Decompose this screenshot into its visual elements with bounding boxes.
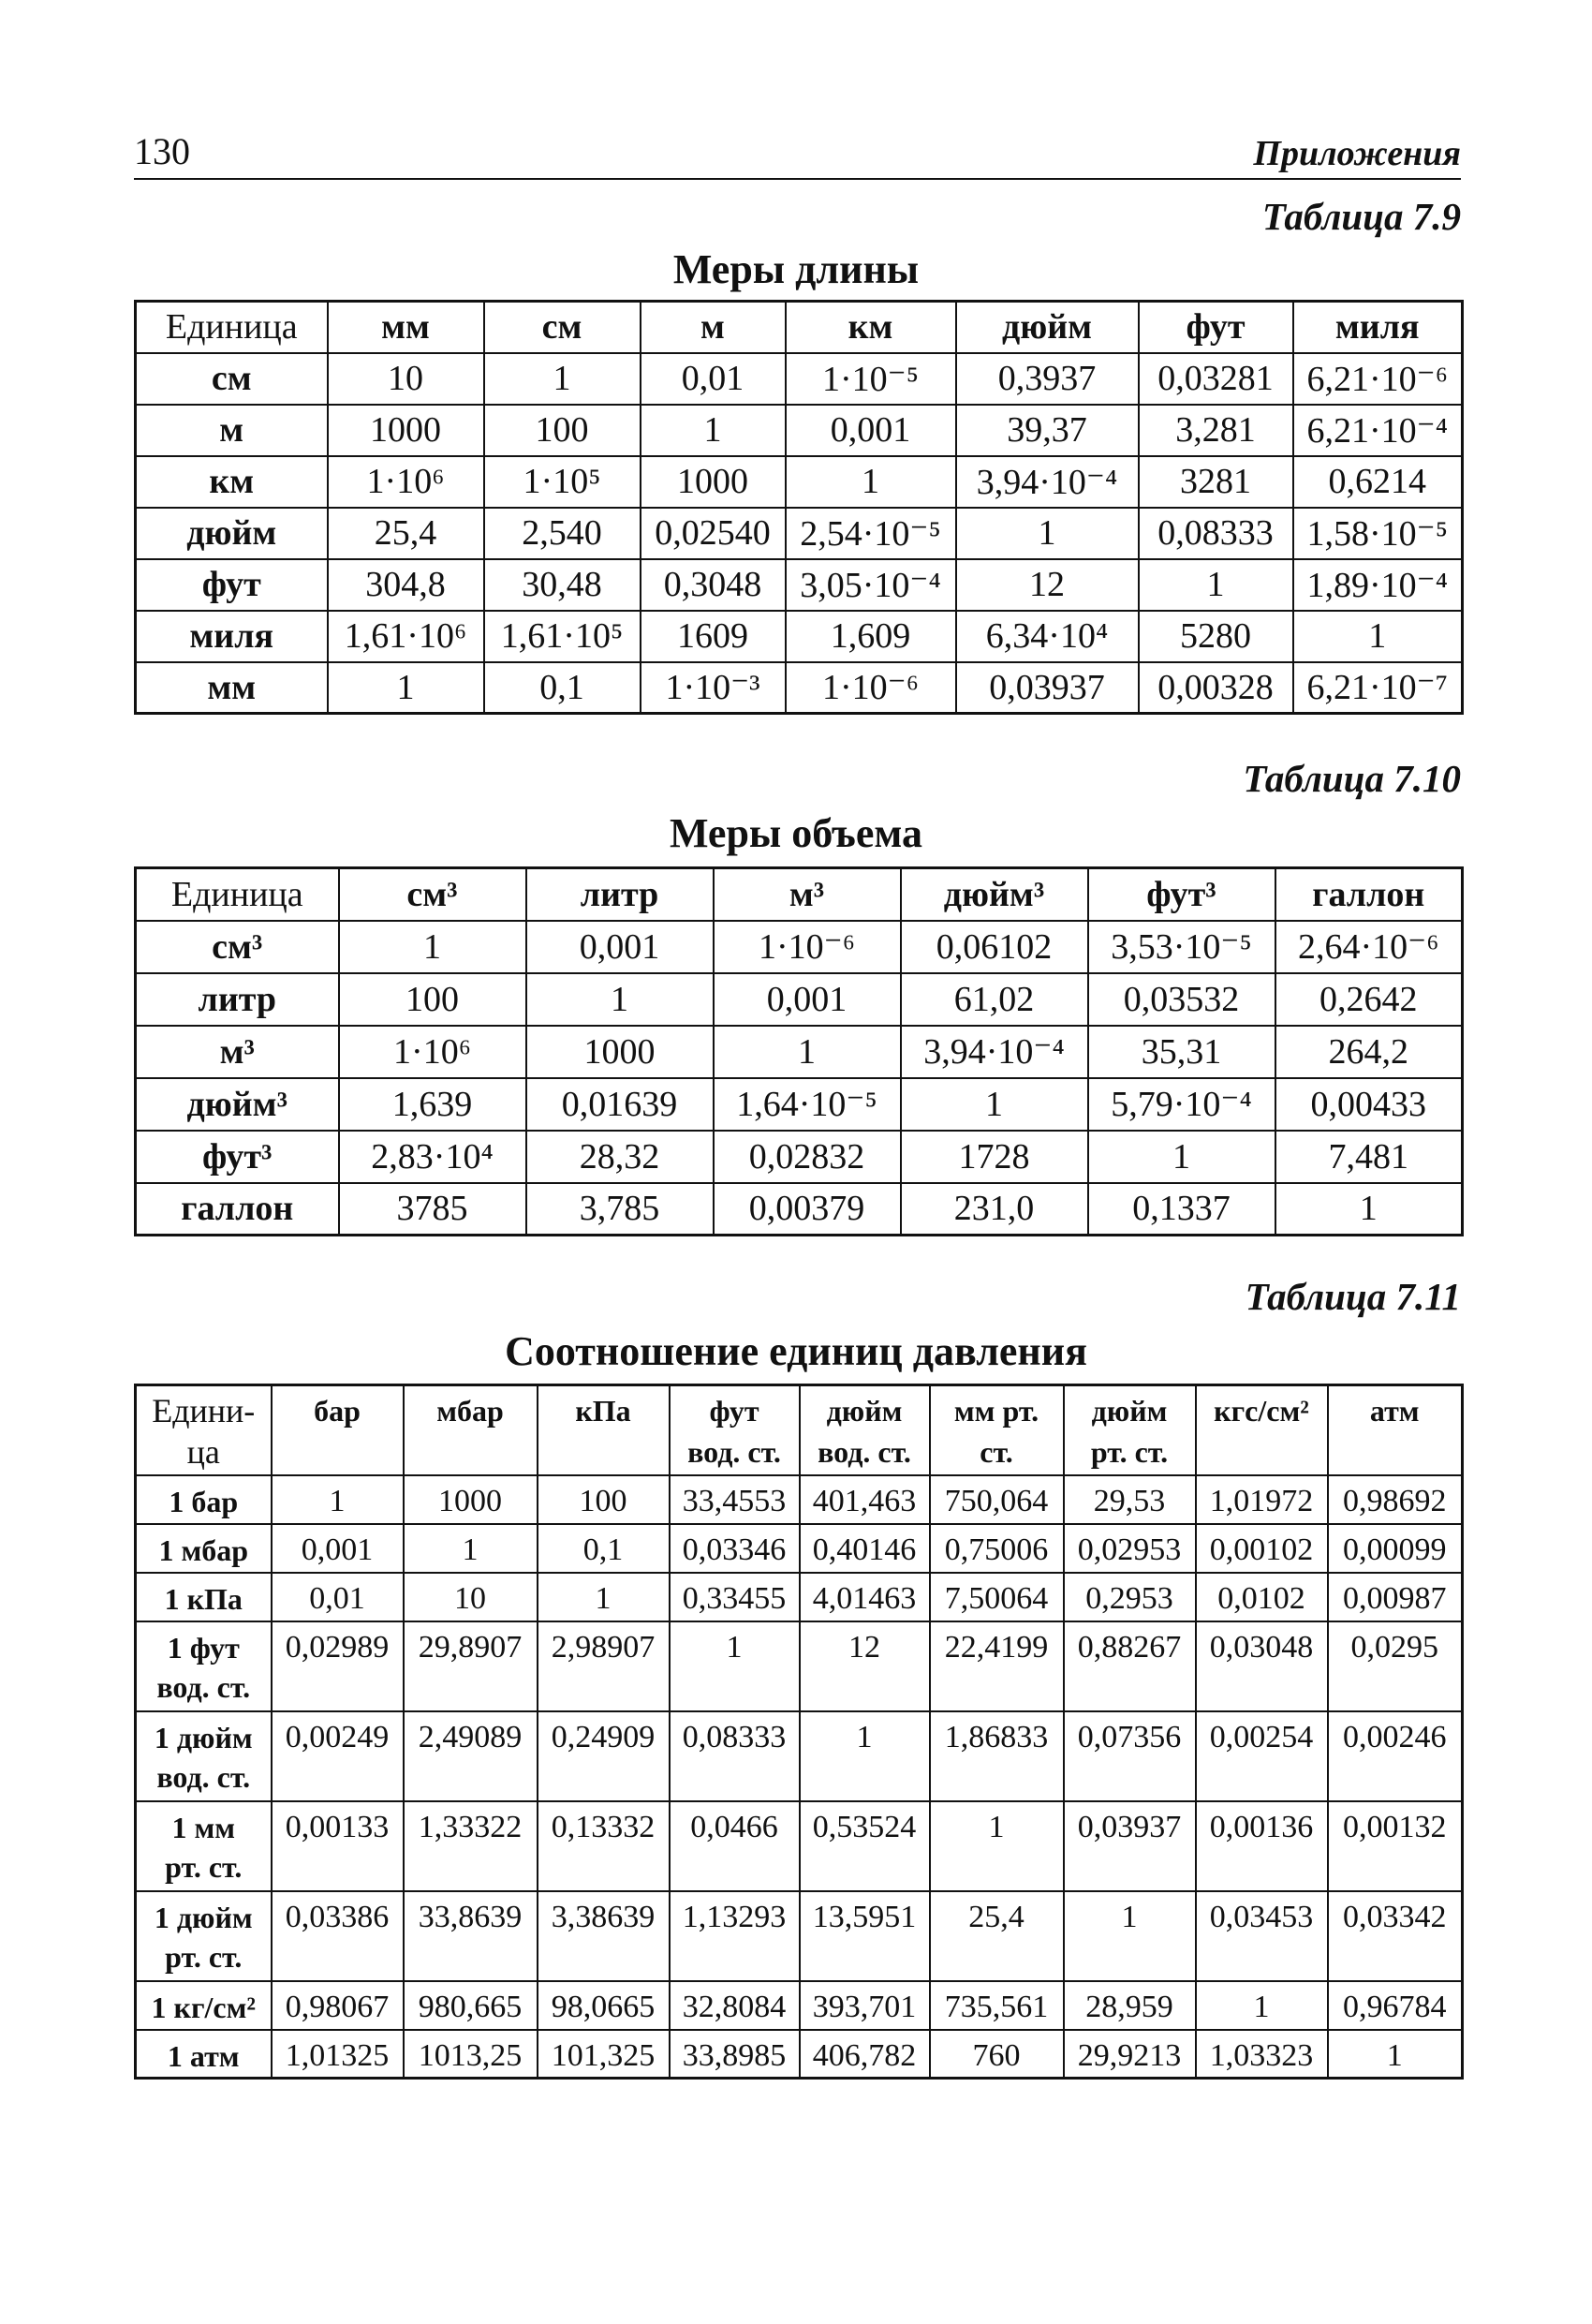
table-cell: 6,21·10⁻⁶ xyxy=(1293,353,1463,405)
table-row xyxy=(136,1573,1463,1621)
table-cell: 1 xyxy=(404,1524,538,1573)
table-row xyxy=(136,1183,1463,1236)
table-cell: 0,03532 xyxy=(1088,973,1275,1026)
table-cell: 25,4 xyxy=(328,508,484,559)
table-cell: 28,959 xyxy=(1064,1981,1196,2030)
column-header: дюйм³ xyxy=(901,868,1088,921)
table-cell: 32,8084 xyxy=(670,1981,800,2030)
header-line: кПа xyxy=(575,1394,631,1428)
table-cell: 0,03937 xyxy=(956,662,1139,714)
table-cell: 33,8985 xyxy=(670,2030,800,2079)
table-cell: 0,0466 xyxy=(670,1801,800,1891)
table-cell: 28,32 xyxy=(526,1131,714,1183)
row-header: галлон xyxy=(136,1183,339,1236)
table-cell: 39,37 xyxy=(956,405,1139,456)
table-cell: 2,54·10⁻⁵ xyxy=(786,508,956,559)
table-cell: 0,98692 xyxy=(1328,1475,1463,1524)
row-header: миля xyxy=(136,611,328,662)
table-cell: 1,01972 xyxy=(1196,1475,1328,1524)
table-row xyxy=(136,1981,1463,2030)
row-header: дюйм³ xyxy=(136,1078,339,1131)
table-cell: 61,02 xyxy=(901,973,1088,1026)
table-cell: 1 xyxy=(339,921,526,973)
column-header xyxy=(272,1385,404,1475)
table-cell: 0,03048 xyxy=(1196,1621,1328,1711)
table-cell: 1609 xyxy=(641,611,786,662)
table-cell: 1 xyxy=(1275,1183,1463,1236)
header-line: мбар xyxy=(436,1394,504,1428)
table-cell: 0,01639 xyxy=(526,1078,714,1131)
row-header-line: вод. ст. xyxy=(156,1759,251,1794)
column-header: см xyxy=(484,302,641,353)
header-line: ст. xyxy=(980,1435,1013,1469)
table-cell: 1,89·10⁻⁴ xyxy=(1293,559,1463,611)
header-line: вод. ст. xyxy=(818,1435,911,1469)
table-cell: 264,2 xyxy=(1275,1026,1463,1078)
page-number: 130 xyxy=(134,130,190,172)
table-cell: 10 xyxy=(328,353,484,405)
table-cell: 3,785 xyxy=(526,1183,714,1236)
table-cell: 2,64·10⁻⁶ xyxy=(1275,921,1463,973)
table-cell: 1 xyxy=(1328,2030,1463,2079)
row-header: км xyxy=(136,456,328,508)
table-cell: 22,4199 xyxy=(930,1621,1064,1711)
table-cell: 0,00987 xyxy=(1328,1573,1463,1621)
header-line: дюйм xyxy=(826,1394,903,1428)
table-cell: 0,88267 xyxy=(1064,1621,1196,1711)
table-row xyxy=(136,973,1463,1026)
table-cell: 1,61·10⁵ xyxy=(484,611,641,662)
row-header-line: 1 кг/см² xyxy=(151,1990,256,2024)
table-row xyxy=(136,662,1463,714)
row-header xyxy=(136,1801,272,1891)
table-cell: 0,0102 xyxy=(1196,1573,1328,1621)
table-cell: 98,0665 xyxy=(538,1981,670,2030)
table-row xyxy=(136,353,1463,405)
header-line: вод. ст. xyxy=(687,1435,781,1469)
table-cell: 401,463 xyxy=(800,1475,930,1524)
table-row xyxy=(136,1131,1463,1183)
table-cell: 0,00102 xyxy=(1196,1524,1328,1573)
table-row xyxy=(136,1078,1463,1131)
table-cell: 101,325 xyxy=(538,2030,670,2079)
table-number: Таблица 7.10 xyxy=(1243,757,1461,800)
table-cell: 0,0295 xyxy=(1328,1621,1463,1711)
column-header: дюйм xyxy=(956,302,1139,353)
row-header-line: 1 бар xyxy=(169,1484,239,1518)
table-cell: 1,01325 xyxy=(272,2030,404,2079)
table-cell: 1000 xyxy=(526,1026,714,1078)
table-cell: 6,34·10⁴ xyxy=(956,611,1139,662)
table-cell: 1·10⁻⁵ xyxy=(786,353,956,405)
table-cell: 0,07356 xyxy=(1064,1711,1196,1801)
table-cell: 1 xyxy=(328,662,484,714)
column-header: мм xyxy=(328,302,484,353)
table-cell: 0,001 xyxy=(272,1524,404,1573)
table-cell: 1 xyxy=(800,1711,930,1801)
table-cell: 406,782 xyxy=(800,2030,930,2079)
table-cell: 1 xyxy=(1088,1131,1275,1183)
table-cell: 10 xyxy=(404,1573,538,1621)
row-header xyxy=(136,1573,272,1621)
table-number: Таблица 7.11 xyxy=(1245,1275,1461,1318)
table-cell: 0,03386 xyxy=(272,1891,404,1981)
row-header xyxy=(136,1524,272,1573)
table-row xyxy=(136,1475,1463,1524)
table-cell: 0,00246 xyxy=(1328,1711,1463,1801)
table-cell: 1·10⁻⁶ xyxy=(714,921,901,973)
column-header: см³ xyxy=(339,868,526,921)
table-cell: 393,701 xyxy=(800,1981,930,2030)
table-cell: 1013,25 xyxy=(404,2030,538,2079)
table-cell: 3,94·10⁻⁴ xyxy=(901,1026,1088,1078)
table-cell: 750,064 xyxy=(930,1475,1064,1524)
table-cell: 0,00328 xyxy=(1139,662,1293,714)
table-cell: 0,001 xyxy=(526,921,714,973)
table-cell: 12 xyxy=(956,559,1139,611)
table-cell: 5280 xyxy=(1139,611,1293,662)
row-header xyxy=(136,1891,272,1981)
table-cell: 735,561 xyxy=(930,1981,1064,2030)
table-cell: 0,03342 xyxy=(1328,1891,1463,1981)
row-header-line: рт. ст. xyxy=(165,1939,243,1974)
column-header: галлон xyxy=(1275,868,1463,921)
table-cell: 100 xyxy=(484,405,641,456)
header-line: ца xyxy=(186,1433,220,1471)
table-cell: 0,02989 xyxy=(272,1621,404,1711)
header-rule xyxy=(134,178,1461,180)
table-cell: 0,01 xyxy=(641,353,786,405)
table-cell: 29,8907 xyxy=(404,1621,538,1711)
table-cell: 1,639 xyxy=(339,1078,526,1131)
table-cell: 0,1 xyxy=(484,662,641,714)
table-row xyxy=(136,1801,1463,1891)
column-header xyxy=(1328,1385,1463,1475)
table-cell: 1,64·10⁻⁵ xyxy=(714,1078,901,1131)
header-line: бар xyxy=(314,1394,361,1428)
table-cell: 29,9213 xyxy=(1064,2030,1196,2079)
table-row xyxy=(136,508,1463,559)
table-cell: 0,24909 xyxy=(538,1711,670,1801)
table-cell: 2,83·10⁴ xyxy=(339,1131,526,1183)
row-header-line: 1 мбар xyxy=(158,1532,249,1567)
column-header xyxy=(1196,1385,1328,1475)
table-title: Меры объема xyxy=(669,810,923,856)
table-cell: 0,08333 xyxy=(1139,508,1293,559)
table-cell: 3,05·10⁻⁴ xyxy=(786,559,956,611)
table-cell: 3,94·10⁻⁴ xyxy=(956,456,1139,508)
table-title: Соотношение единиц давления xyxy=(505,1328,1087,1374)
table-cell: 13,5951 xyxy=(800,1891,930,1981)
table-cell: 33,8639 xyxy=(404,1891,538,1981)
table-cell: 0,00136 xyxy=(1196,1801,1328,1891)
row-header: см³ xyxy=(136,921,339,973)
table-cell: 1,13293 xyxy=(670,1891,800,1981)
table-cell: 3,281 xyxy=(1139,405,1293,456)
table-cell: 0,00132 xyxy=(1328,1801,1463,1891)
table-title: Меры длины xyxy=(672,246,920,292)
table-cell: 100 xyxy=(538,1475,670,1524)
table-cell: 1,03323 xyxy=(1196,2030,1328,2079)
column-header xyxy=(930,1385,1064,1475)
table-cell: 1,58·10⁻⁵ xyxy=(1293,508,1463,559)
table-cell: 1 xyxy=(714,1026,901,1078)
table-cell: 12 xyxy=(800,1621,930,1711)
table-cell: 6,21·10⁻⁷ xyxy=(1293,662,1463,714)
table-cell: 1 xyxy=(1139,559,1293,611)
column-header: литр xyxy=(526,868,714,921)
table-cell: 1,609 xyxy=(786,611,956,662)
row-header-line: вод. ст. xyxy=(156,1669,251,1704)
header-line: Едини- xyxy=(152,1392,256,1429)
table-cell: 1 xyxy=(526,973,714,1026)
table-row xyxy=(136,559,1463,611)
table-cell: 1 xyxy=(1293,611,1463,662)
row-header: мм xyxy=(136,662,328,714)
row-header-line: 1 дюйм xyxy=(154,1900,253,1934)
row-header-line: 1 дюйм xyxy=(154,1720,253,1754)
header-line: фут xyxy=(709,1394,759,1428)
table-cell: 1·10⁶ xyxy=(328,456,484,508)
table-row xyxy=(136,1891,1463,1981)
table-cell: 1000 xyxy=(641,456,786,508)
table-cell: 1·10⁶ xyxy=(339,1026,526,1078)
table-cell: 1 xyxy=(930,1801,1064,1891)
table-cell: 1,86833 xyxy=(930,1711,1064,1801)
row-header xyxy=(136,1475,272,1524)
table-cell: 0,96784 xyxy=(1328,1981,1463,2030)
table-cell: 1 xyxy=(1196,1981,1328,2030)
table-cell: 1 xyxy=(1064,1891,1196,1981)
table-cell: 760 xyxy=(930,2030,1064,2079)
table-cell: 0,3937 xyxy=(956,353,1139,405)
table-number: Таблица 7.9 xyxy=(1261,195,1461,238)
table-cell: 33,4553 xyxy=(670,1475,800,1524)
table-cell: 1000 xyxy=(404,1475,538,1524)
row-header-line: 1 мм xyxy=(171,1810,236,1844)
header-cell-unit xyxy=(136,1385,272,1475)
table-row xyxy=(136,921,1463,973)
table-row xyxy=(136,611,1463,662)
volume-table xyxy=(134,866,1464,1236)
table-row xyxy=(136,1711,1463,1801)
row-header: фут³ xyxy=(136,1131,339,1183)
table-cell: 3785 xyxy=(339,1183,526,1236)
table-cell: 3,38639 xyxy=(538,1891,670,1981)
table-cell: 29,53 xyxy=(1064,1475,1196,1524)
column-header: фут³ xyxy=(1088,868,1275,921)
table-cell: 4,01463 xyxy=(800,1573,930,1621)
column-header xyxy=(800,1385,930,1475)
table-cell: 0,3048 xyxy=(641,559,786,611)
table-cell: 7,50064 xyxy=(930,1573,1064,1621)
column-header xyxy=(670,1385,800,1475)
column-header: м xyxy=(641,302,786,353)
table-cell: 25,4 xyxy=(930,1891,1064,1981)
length-table xyxy=(134,300,1464,715)
row-header-line: рт. ст. xyxy=(165,1849,243,1884)
table-cell: 2,540 xyxy=(484,508,641,559)
table-cell: 0,00133 xyxy=(272,1801,404,1891)
table-cell: 3281 xyxy=(1139,456,1293,508)
table-cell: 0,33455 xyxy=(670,1573,800,1621)
column-header: м³ xyxy=(714,868,901,921)
header-line: рт. ст. xyxy=(1090,1435,1169,1469)
table-cell: 0,1337 xyxy=(1088,1183,1275,1236)
table-cell: 0,001 xyxy=(714,973,901,1026)
table-cell: 0,13332 xyxy=(538,1801,670,1891)
column-header xyxy=(1064,1385,1196,1475)
table-cell: 0,2642 xyxy=(1275,973,1463,1026)
table-cell: 0,00254 xyxy=(1196,1711,1328,1801)
table-cell: 7,481 xyxy=(1275,1131,1463,1183)
table-row xyxy=(136,1524,1463,1573)
column-header xyxy=(538,1385,670,1475)
pressure-table xyxy=(134,1384,1464,2080)
table-cell: 0,02832 xyxy=(714,1131,901,1183)
table-cell: 1 xyxy=(786,456,956,508)
header-line: атм xyxy=(1369,1394,1420,1428)
table-cell: 1·10⁵ xyxy=(484,456,641,508)
table-row xyxy=(136,2030,1463,2079)
table-row xyxy=(136,1621,1463,1711)
row-header-line: 1 фут xyxy=(167,1630,240,1665)
table-cell: 100 xyxy=(339,973,526,1026)
table-cell: 1 xyxy=(901,1078,1088,1131)
table-cell: 0,03937 xyxy=(1064,1801,1196,1891)
row-header: фут xyxy=(136,559,328,611)
table-cell: 0,1 xyxy=(538,1524,670,1573)
table-cell: 1 xyxy=(538,1573,670,1621)
table-cell: 1,61·10⁶ xyxy=(328,611,484,662)
table-cell: 0,02953 xyxy=(1064,1524,1196,1573)
table-cell: 1728 xyxy=(901,1131,1088,1183)
table-cell: 6,21·10⁻⁴ xyxy=(1293,405,1463,456)
table-cell: 0,06102 xyxy=(901,921,1088,973)
table-cell: 0,98067 xyxy=(272,1981,404,2030)
header-line: дюйм xyxy=(1091,1394,1168,1428)
column-header: миля xyxy=(1293,302,1463,353)
table-cell: 0,00249 xyxy=(272,1711,404,1801)
header-cell-unit: Единица xyxy=(136,868,339,921)
table-cell: 0,001 xyxy=(786,405,956,456)
table-row xyxy=(136,405,1463,456)
table-cell: 0,53524 xyxy=(800,1801,930,1891)
table-cell: 1 xyxy=(641,405,786,456)
row-header xyxy=(136,1711,272,1801)
row-header: м xyxy=(136,405,328,456)
table-cell: 0,75006 xyxy=(930,1524,1064,1573)
table-row xyxy=(136,456,1463,508)
header-line: кгс/см² xyxy=(1214,1394,1309,1428)
row-header-line: 1 кПа xyxy=(164,1581,243,1616)
row-header: дюйм xyxy=(136,508,328,559)
table-cell: 5,79·10⁻⁴ xyxy=(1088,1078,1275,1131)
table-cell: 1 xyxy=(272,1475,404,1524)
table-cell: 304,8 xyxy=(328,559,484,611)
table-cell: 980,665 xyxy=(404,1981,538,2030)
table-cell: 0,40146 xyxy=(800,1524,930,1573)
table-cell: 0,03453 xyxy=(1196,1891,1328,1981)
table-cell: 231,0 xyxy=(901,1183,1088,1236)
row-header-line: 1 атм xyxy=(167,2038,240,2073)
column-header xyxy=(404,1385,538,1475)
table-cell: 0,03346 xyxy=(670,1524,800,1573)
table-cell: 1 xyxy=(670,1621,800,1711)
table-cell: 2,49089 xyxy=(404,1711,538,1801)
table-cell: 0,03281 xyxy=(1139,353,1293,405)
table-cell: 0,2953 xyxy=(1064,1573,1196,1621)
table-cell: 0,00433 xyxy=(1275,1078,1463,1131)
table-row xyxy=(136,1026,1463,1078)
table-cell: 1,33322 xyxy=(404,1801,538,1891)
table-cell: 3,53·10⁻⁵ xyxy=(1088,921,1275,973)
table-cell: 0,00379 xyxy=(714,1183,901,1236)
table-cell: 1 xyxy=(956,508,1139,559)
table-cell: 1·10⁻³ xyxy=(641,662,786,714)
table-cell: 1 xyxy=(484,353,641,405)
header-line: мм рт. xyxy=(953,1394,1039,1428)
table-cell: 0,08333 xyxy=(670,1711,800,1801)
row-header: м³ xyxy=(136,1026,339,1078)
header-cell-unit: Единица xyxy=(136,302,328,353)
row-header xyxy=(136,1621,272,1711)
column-header: км xyxy=(786,302,956,353)
table-cell: 30,48 xyxy=(484,559,641,611)
table-cell: 35,31 xyxy=(1088,1026,1275,1078)
table-cell: 0,6214 xyxy=(1293,456,1463,508)
row-header: см xyxy=(136,353,328,405)
table-cell: 1·10⁻⁶ xyxy=(786,662,956,714)
row-header xyxy=(136,1981,272,2030)
table-cell: 0,00099 xyxy=(1328,1524,1463,1573)
table-cell: 1000 xyxy=(328,405,484,456)
row-header: литр xyxy=(136,973,339,1026)
column-header: фут xyxy=(1139,302,1293,353)
row-header xyxy=(136,2030,272,2079)
table-cell: 2,98907 xyxy=(538,1621,670,1711)
table-cell: 0,02540 xyxy=(641,508,786,559)
running-title: Приложения xyxy=(1253,134,1461,173)
table-cell: 0,01 xyxy=(272,1573,404,1621)
